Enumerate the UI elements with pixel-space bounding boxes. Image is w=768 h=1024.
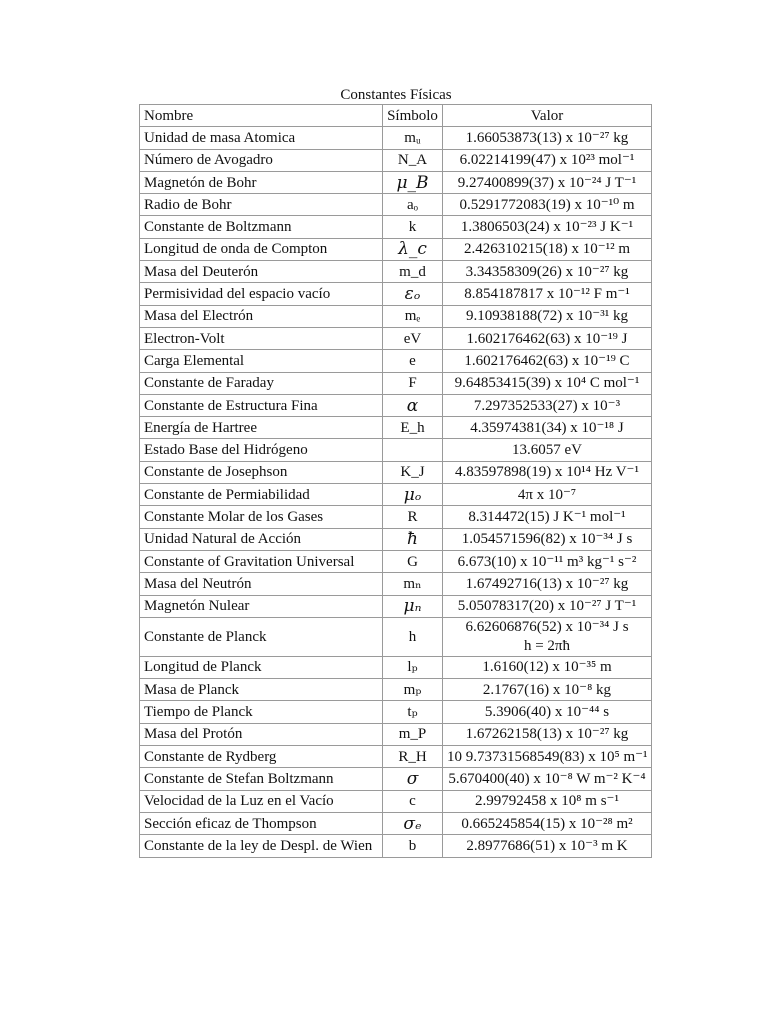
constant-value: 3.34358309(26) x 10⁻²⁷ kg xyxy=(443,261,652,283)
table-row xyxy=(140,461,652,483)
constant-symbol: εₒ xyxy=(383,283,443,305)
constant-value: 2.8977686(51) x 10⁻³ m K xyxy=(443,835,652,857)
constant-symbol: σₑ xyxy=(383,812,443,834)
constant-name: Estado Base del Hidrógeno xyxy=(140,439,383,461)
constant-name: Longitud de onda de Compton xyxy=(140,238,383,260)
table-row xyxy=(140,305,652,327)
constant-value: 9.64853415(39) x 10⁴ C mol⁻¹ xyxy=(443,372,652,394)
constant-symbol: m_P xyxy=(383,723,443,745)
constant-symbol: R_H xyxy=(383,746,443,768)
constant-name: Constante of Gravitation Universal xyxy=(140,550,383,572)
constant-name: Unidad de masa Atomica xyxy=(140,127,383,149)
constant-symbol: h xyxy=(383,617,443,656)
constant-symbol: eV xyxy=(383,327,443,349)
constant-value: 8.854187817 x 10⁻¹² F m⁻¹ xyxy=(443,283,652,305)
constant-name: Carga Elemental xyxy=(140,350,383,372)
table-row xyxy=(140,283,652,305)
table-row xyxy=(140,835,652,857)
constant-name: Constante de Stefan Boltzmann xyxy=(140,768,383,790)
constant-symbol: K_J xyxy=(383,461,443,483)
table-row xyxy=(140,812,652,834)
constant-value: 13.6057 eV xyxy=(443,439,652,461)
table-row xyxy=(140,506,652,528)
table-row xyxy=(140,327,652,349)
constant-symbol: μₙ xyxy=(383,595,443,617)
page-title: Constantes Físicas xyxy=(340,87,452,103)
constant-value: 1.66053873(13) x 10⁻²⁷ kg xyxy=(443,127,652,149)
table-row xyxy=(140,171,652,193)
constant-value: 1.602176462(63) x 10⁻¹⁹ C xyxy=(443,350,652,372)
header-value: Valor xyxy=(443,105,652,127)
constant-symbol: N_A xyxy=(383,149,443,171)
constant-symbol: μ_B xyxy=(383,171,443,193)
table-row xyxy=(140,484,652,506)
constant-value: 0.5291772083(19) x 10⁻¹⁰ m xyxy=(443,194,652,216)
constant-value-relation: h = 2πħ xyxy=(523,637,571,654)
constant-name: Constante de Permiabilidad xyxy=(140,484,383,506)
constant-value: 9.10938188(72) x 10⁻³¹ kg xyxy=(443,305,652,327)
constant-symbol: aₒ xyxy=(383,194,443,216)
constant-value: 0.665245854(15) x 10⁻²⁸ m² xyxy=(443,812,652,834)
constant-name: Constante de la ley de Despl. de Wien xyxy=(140,835,383,857)
table-row xyxy=(140,595,652,617)
constant-name: Constante de Faraday xyxy=(140,372,383,394)
table-row xyxy=(140,216,652,238)
constant-value xyxy=(443,617,652,656)
table-row xyxy=(140,550,652,572)
constant-value-line: 6.62606876(52) x 10⁻³⁴ J s xyxy=(465,618,629,635)
header-symbol: Símbolo xyxy=(383,105,443,127)
table-row xyxy=(140,617,652,656)
constant-symbol: e xyxy=(383,350,443,372)
constant-value: 1.67492716(13) x 10⁻²⁷ kg xyxy=(443,573,652,595)
constant-symbol: mₙ xyxy=(383,573,443,595)
constant-symbol: m_d xyxy=(383,261,443,283)
constant-symbol: σ xyxy=(383,768,443,790)
constant-name: Masa de Planck xyxy=(140,679,383,701)
table-row xyxy=(140,238,652,260)
table-row xyxy=(140,417,652,439)
constant-name: Constante Molar de los Gases xyxy=(140,506,383,528)
constant-symbol: k xyxy=(383,216,443,238)
constant-symbol: mₑ xyxy=(383,305,443,327)
constant-symbol xyxy=(383,439,443,461)
table-row xyxy=(140,768,652,790)
constant-name: Constante de Planck xyxy=(140,617,383,656)
table-row xyxy=(140,261,652,283)
constant-symbol: F xyxy=(383,372,443,394)
constant-value: 5.3906(40) x 10⁻⁴⁴ s xyxy=(443,701,652,723)
table-row xyxy=(140,656,652,678)
constant-value: 1.3806503(24) x 10⁻²³ J K⁻¹ xyxy=(443,216,652,238)
table-row xyxy=(140,679,652,701)
constant-name: Constante de Josephson xyxy=(140,461,383,483)
constant-symbol: tₚ xyxy=(383,701,443,723)
constant-symbol: b xyxy=(383,835,443,857)
constant-value: 4.83597898(19) x 10¹⁴ Hz V⁻¹ xyxy=(443,461,652,483)
constant-name: Radio de Bohr xyxy=(140,194,383,216)
constant-symbol: mₚ xyxy=(383,679,443,701)
constant-name: Sección eficaz de Thompson xyxy=(140,812,383,834)
constant-symbol: G xyxy=(383,550,443,572)
table-body xyxy=(140,127,652,857)
constant-symbol: mᵤ xyxy=(383,127,443,149)
constant-name: Masa del Deuterón xyxy=(140,261,383,283)
constant-value: 10 9.73731568549(83) x 10⁵ m⁻¹ xyxy=(443,746,652,768)
table-row xyxy=(140,528,652,550)
table-row xyxy=(140,350,652,372)
constant-symbol: E_h xyxy=(383,417,443,439)
constant-name: Unidad Natural de Acción xyxy=(140,528,383,550)
constant-name: Constante de Estructura Fina xyxy=(140,394,383,416)
constant-value: 2.426310215(18) x 10⁻¹² m xyxy=(443,238,652,260)
constant-symbol: R xyxy=(383,506,443,528)
constant-name: Magnetón Nulear xyxy=(140,595,383,617)
constant-name: Permisividad del espacio vacío xyxy=(140,283,383,305)
table-row xyxy=(140,723,652,745)
constant-value: 1.6160(12) x 10⁻³⁵ m xyxy=(443,656,652,678)
table-row xyxy=(140,573,652,595)
constant-value: 2.1767(16) x 10⁻⁸ kg xyxy=(443,679,652,701)
constant-name: Energía de Hartree xyxy=(140,417,383,439)
header-name: Nombre xyxy=(140,105,383,127)
constant-symbol: μₒ xyxy=(383,484,443,506)
constant-symbol: α xyxy=(383,394,443,416)
constant-symbol: ħ xyxy=(383,528,443,550)
constant-name: Constante de Boltzmann xyxy=(140,216,383,238)
constant-value: 6.673(10) x 10⁻¹¹ m³ kg⁻¹ s⁻² xyxy=(443,550,652,572)
constant-value: 5.670400(40) x 10⁻⁸ W m⁻² K⁻⁴ xyxy=(443,768,652,790)
constant-value: 1.054571596(82) x 10⁻³⁴ J s xyxy=(443,528,652,550)
table-row xyxy=(140,394,652,416)
constants-table xyxy=(139,104,652,858)
constant-name: Masa del Neutrón xyxy=(140,573,383,595)
constant-name: Velocidad de la Luz en el Vacío xyxy=(140,790,383,812)
constant-symbol: lₚ xyxy=(383,656,443,678)
constant-name: Tiempo de Planck xyxy=(140,701,383,723)
constant-value: 4π x 10⁻⁷ xyxy=(443,484,652,506)
constant-value: 9.27400899(37) x 10⁻²⁴ J T⁻¹ xyxy=(443,171,652,193)
constant-name: Número de Avogadro xyxy=(140,149,383,171)
table-row xyxy=(140,746,652,768)
constant-value: 2.99792458 x 10⁸ m s⁻¹ xyxy=(443,790,652,812)
constant-name: Masa del Electrón xyxy=(140,305,383,327)
constant-value: 1.67262158(13) x 10⁻²⁷ kg xyxy=(443,723,652,745)
constant-name: Longitud de Planck xyxy=(140,656,383,678)
constant-symbol: c xyxy=(383,790,443,812)
constant-value: 1.602176462(63) x 10⁻¹⁹ J xyxy=(443,327,652,349)
constant-symbol: λ_c xyxy=(383,238,443,260)
table-row xyxy=(140,127,652,149)
constant-value: 8.314472(15) J K⁻¹ mol⁻¹ xyxy=(443,506,652,528)
constant-value: 7.297352533(27) x 10⁻³ xyxy=(443,394,652,416)
constant-name: Magnetón de Bohr xyxy=(140,171,383,193)
table-header-row xyxy=(140,105,652,127)
table-row xyxy=(140,790,652,812)
table-row xyxy=(140,701,652,723)
constant-name: Constante de Rydberg xyxy=(140,746,383,768)
table-row xyxy=(140,149,652,171)
constant-name: Masa del Protón xyxy=(140,723,383,745)
table-row xyxy=(140,194,652,216)
constant-name: Electron-Volt xyxy=(140,327,383,349)
constant-value: 4.35974381(34) x 10⁻¹⁸ J xyxy=(443,417,652,439)
table-row xyxy=(140,372,652,394)
constant-value: 5.05078317(20) x 10⁻²⁷ J T⁻¹ xyxy=(443,595,652,617)
constant-value: 6.02214199(47) x 10²³ mol⁻¹ xyxy=(443,149,652,171)
table-row xyxy=(140,439,652,461)
